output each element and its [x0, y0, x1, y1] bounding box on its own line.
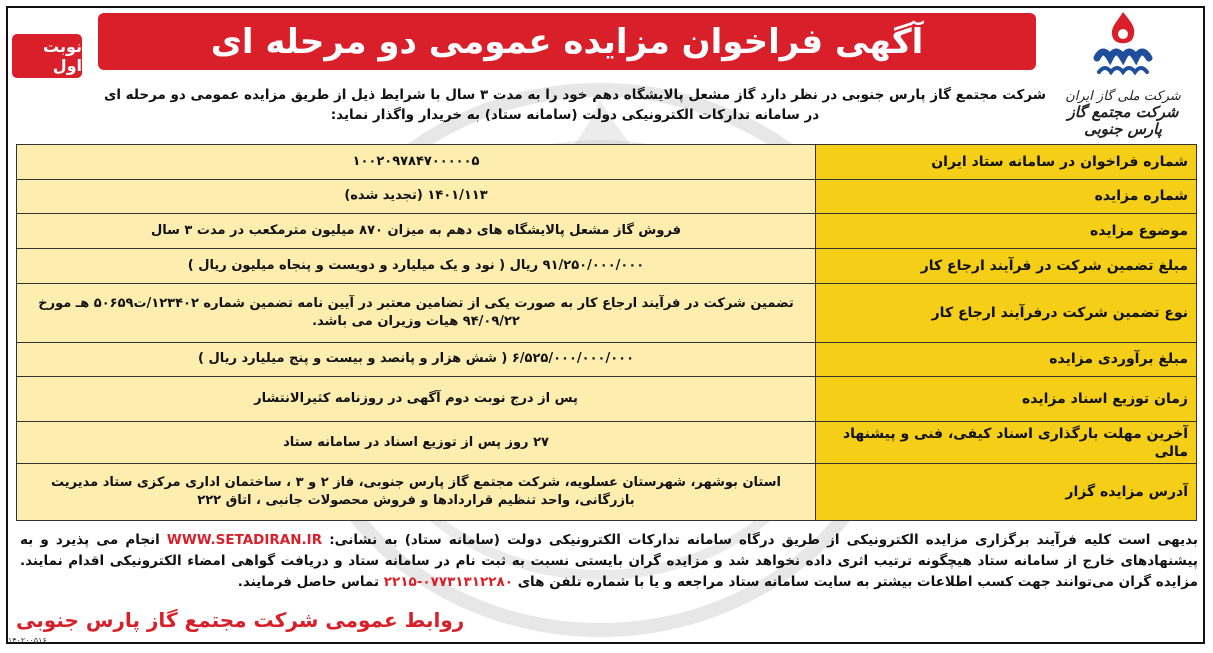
- row-label: آخرین مهلت بارگذاری اسناد کیفی، فنی و پیشنهاد مالی: [816, 422, 1197, 464]
- logo-company-name: شرکت ملی گاز ایران: [1065, 89, 1181, 104]
- terms-text: تماس حاصل فرمایند.: [237, 574, 380, 590]
- row-value: ۶/۵۲۵/۰۰۰/۰۰۰/۰۰۰ ( شش هزار و پانصد و بیست و پنج میلیارد ریال ): [17, 342, 816, 377]
- row-value: ۲۷ روز پس از توزیع اسناد در سامانه ستاد: [17, 422, 816, 464]
- table-row: [17, 179, 1197, 214]
- edition-badge: نوبت اول: [12, 34, 82, 78]
- intro-paragraph: [90, 85, 1060, 125]
- row-value: استان بوشهر، شهرستان عسلویه، شرکت مجتمع گاز پارس جنوبی، فاز ۲ و ۳ ، ساختمان اداری مرکزی ستاد مدیریت بازرگانی، واحد تنظیم قراردادها و فروش محصولات جانبی ، اتاق ۲۲۲: [17, 463, 816, 520]
- row-value: پس از درج نوبت دوم آگهی در روزنامه کثیرالانتشار: [17, 377, 816, 422]
- setadiran-link[interactable]: WWW.SETADIRAN.IR: [166, 532, 323, 548]
- terms-paragraph: [20, 530, 1198, 593]
- table-row: [17, 377, 1197, 422]
- terms-text: بدیهی است کلیه فرآیند برگزاری مزایده الکترونیکی از طریق درگاه سامانه تدارکات الکترونیکی دولت (سامانه ستاد) به نشانی:: [329, 532, 1199, 548]
- row-label: زمان توزیع اسناد مزایده: [816, 377, 1197, 422]
- table-row: [17, 248, 1197, 283]
- row-label: مبلغ برآوردی مزایده: [816, 342, 1197, 377]
- phone-number: ۰۷۷۳۱۳۱۲۲۸۰-۲۲۱۵: [383, 574, 513, 590]
- table-row: [17, 422, 1197, 464]
- company-logo: [1063, 8, 1183, 138]
- auction-details-table: [16, 144, 1197, 521]
- row-value: تضمین شرکت در فرآیند ارجاع کار به صورت یکی از تضامین معتبر در آیین نامه تضمین شماره ۱۲۳۴۰۲/ت۵۰۶۵۹ هـ مورخ ۹۴/۰۹/۲۲ هیات وزیران می باشد.: [17, 283, 816, 342]
- row-label: آدرس مزایده گزار: [816, 463, 1197, 520]
- row-value: ۱۰۰۲۰۹۷۸۴۷۰۰۰۰۰۵: [17, 145, 816, 180]
- row-value: فروش گاز مشعل پالایشگاه های دهم به میزان ۸۷۰ میلیون مترمکعب در مدت ۳ سال: [17, 214, 816, 249]
- terms-text: انجام می پذیرد و به پیشنهادهای خارج از سامانه ستاد هیچگونه ترتیب اثری داده نخواهد شد و مزایده گران بایستی نسبت به ثبت نام در سامانه ستاد و دریافت گواهی امضاء الکترونیکی اقدام نمایند. مزایده گران می‌توانند جهت کسب اطلاعات بیشتر به سایت سامانه ستاد مراجعه و یا با شماره تلفن های: [20, 532, 1198, 590]
- page-title: آگهی فراخوان مزایده عمومی دو مرحله ای: [210, 21, 924, 62]
- row-value: ۹۱/۲۵۰/۰۰۰/۰۰۰ ریال ( نود و یک میلیارد و دویست و پنجاه میلیون ریال ): [17, 248, 816, 283]
- row-label: موضوع مزایده: [816, 214, 1197, 249]
- row-label: شماره فراخوان در سامانه ستاد ایران: [816, 145, 1197, 180]
- public-relations-signature: روابط عمومی شرکت مجتمع گاز پارس جنوبی: [16, 608, 465, 632]
- table-row: [17, 342, 1197, 377]
- table-row: [17, 463, 1197, 520]
- row-label: شماره مزایده: [816, 179, 1197, 214]
- table-row: [17, 145, 1197, 180]
- row-value: ۱۴۰۱/۱۱۳ (تجدید شده): [17, 179, 816, 214]
- intro-line: در سامانه تدارکات الکترونیکی دولت (سامانه ستاد) به خریدار واگذار نماید:: [330, 107, 820, 123]
- row-label: نوع تضمین شرکت درفرآیند ارجاع کار: [816, 283, 1197, 342]
- intro-line: شرکت مجتمع گاز پارس جنوبی در نظر دارد گاز مشعل پالایشگاه دهم خود را به مدت ۳ سال با شرایط ذیل از طریق مزایده عمومی دو مرحله ای: [103, 87, 1047, 103]
- gas-flame-logo-icon: [1083, 8, 1163, 86]
- table-row: [17, 283, 1197, 342]
- row-label: مبلغ تضمین شرکت در فرآیند ارجاع کار: [816, 248, 1197, 283]
- ad-code: ۱۴۰۲۰۰۵۱۶: [8, 636, 47, 645]
- logo-subsidiary-name: شرکت مجتمع گاز پارس جنوبی: [1067, 103, 1179, 138]
- table-row: [17, 214, 1197, 249]
- title-banner: [98, 13, 1036, 70]
